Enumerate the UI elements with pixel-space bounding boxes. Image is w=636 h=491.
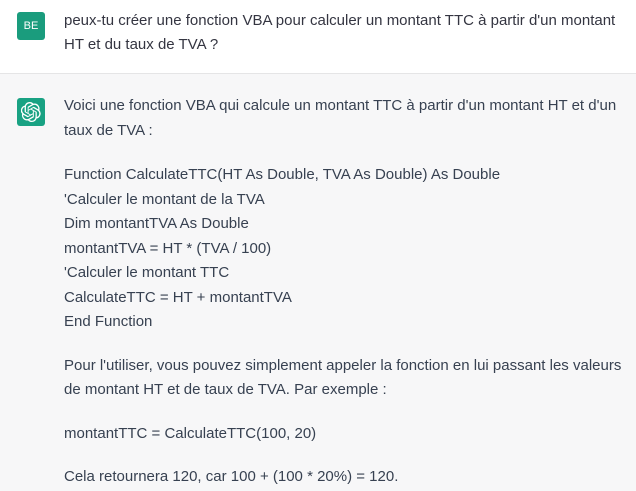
user-message — [0, 0, 636, 74]
code-line: Dim montantTVA As Double — [64, 215, 249, 232]
user-message-text: peux-tu créer une fonction VBA pour calculer un montant TTC à partir d'un montant HT et du taux de TVA ? — [64, 12, 616, 53]
user-avatar — [17, 12, 45, 40]
code-line: End Function — [64, 313, 153, 330]
assistant-intro: Voici une fonction VBA qui calcule un montant TTC à partir d'un montant HT et d'un taux de TVA : — [64, 97, 617, 139]
vba-code-block — [64, 163, 630, 335]
assistant-message-content — [64, 94, 630, 490]
code-line: montantTVA = HT * (TVA / 100) — [64, 239, 272, 257]
code-line: Function CalculateTTC(HT As Double, TVA As Double) As Double — [64, 166, 501, 183]
code-line: 'Calculer le montant TTC — [64, 264, 230, 281]
openai-logo-icon — [17, 98, 45, 126]
code-line: 'Calculer le montant de la TVA — [64, 190, 265, 208]
assistant-message — [0, 74, 636, 491]
example-code: montantTTC = CalculateTTC(100, 20) — [64, 424, 317, 442]
result-text: Cela retournera 120, car 100 + (100 * 20%) = 120. — [64, 468, 399, 485]
user-avatar-initials: BE — [23, 20, 39, 32]
usage-text: Pour l'utiliser, vous pouvez simplement appeler la fonction en lui passant les valeurs de montant HT et de taux de TVA. Par exemple : — [64, 356, 622, 398]
code-line: CalculateTTC = HT + montantTVA — [64, 288, 292, 306]
